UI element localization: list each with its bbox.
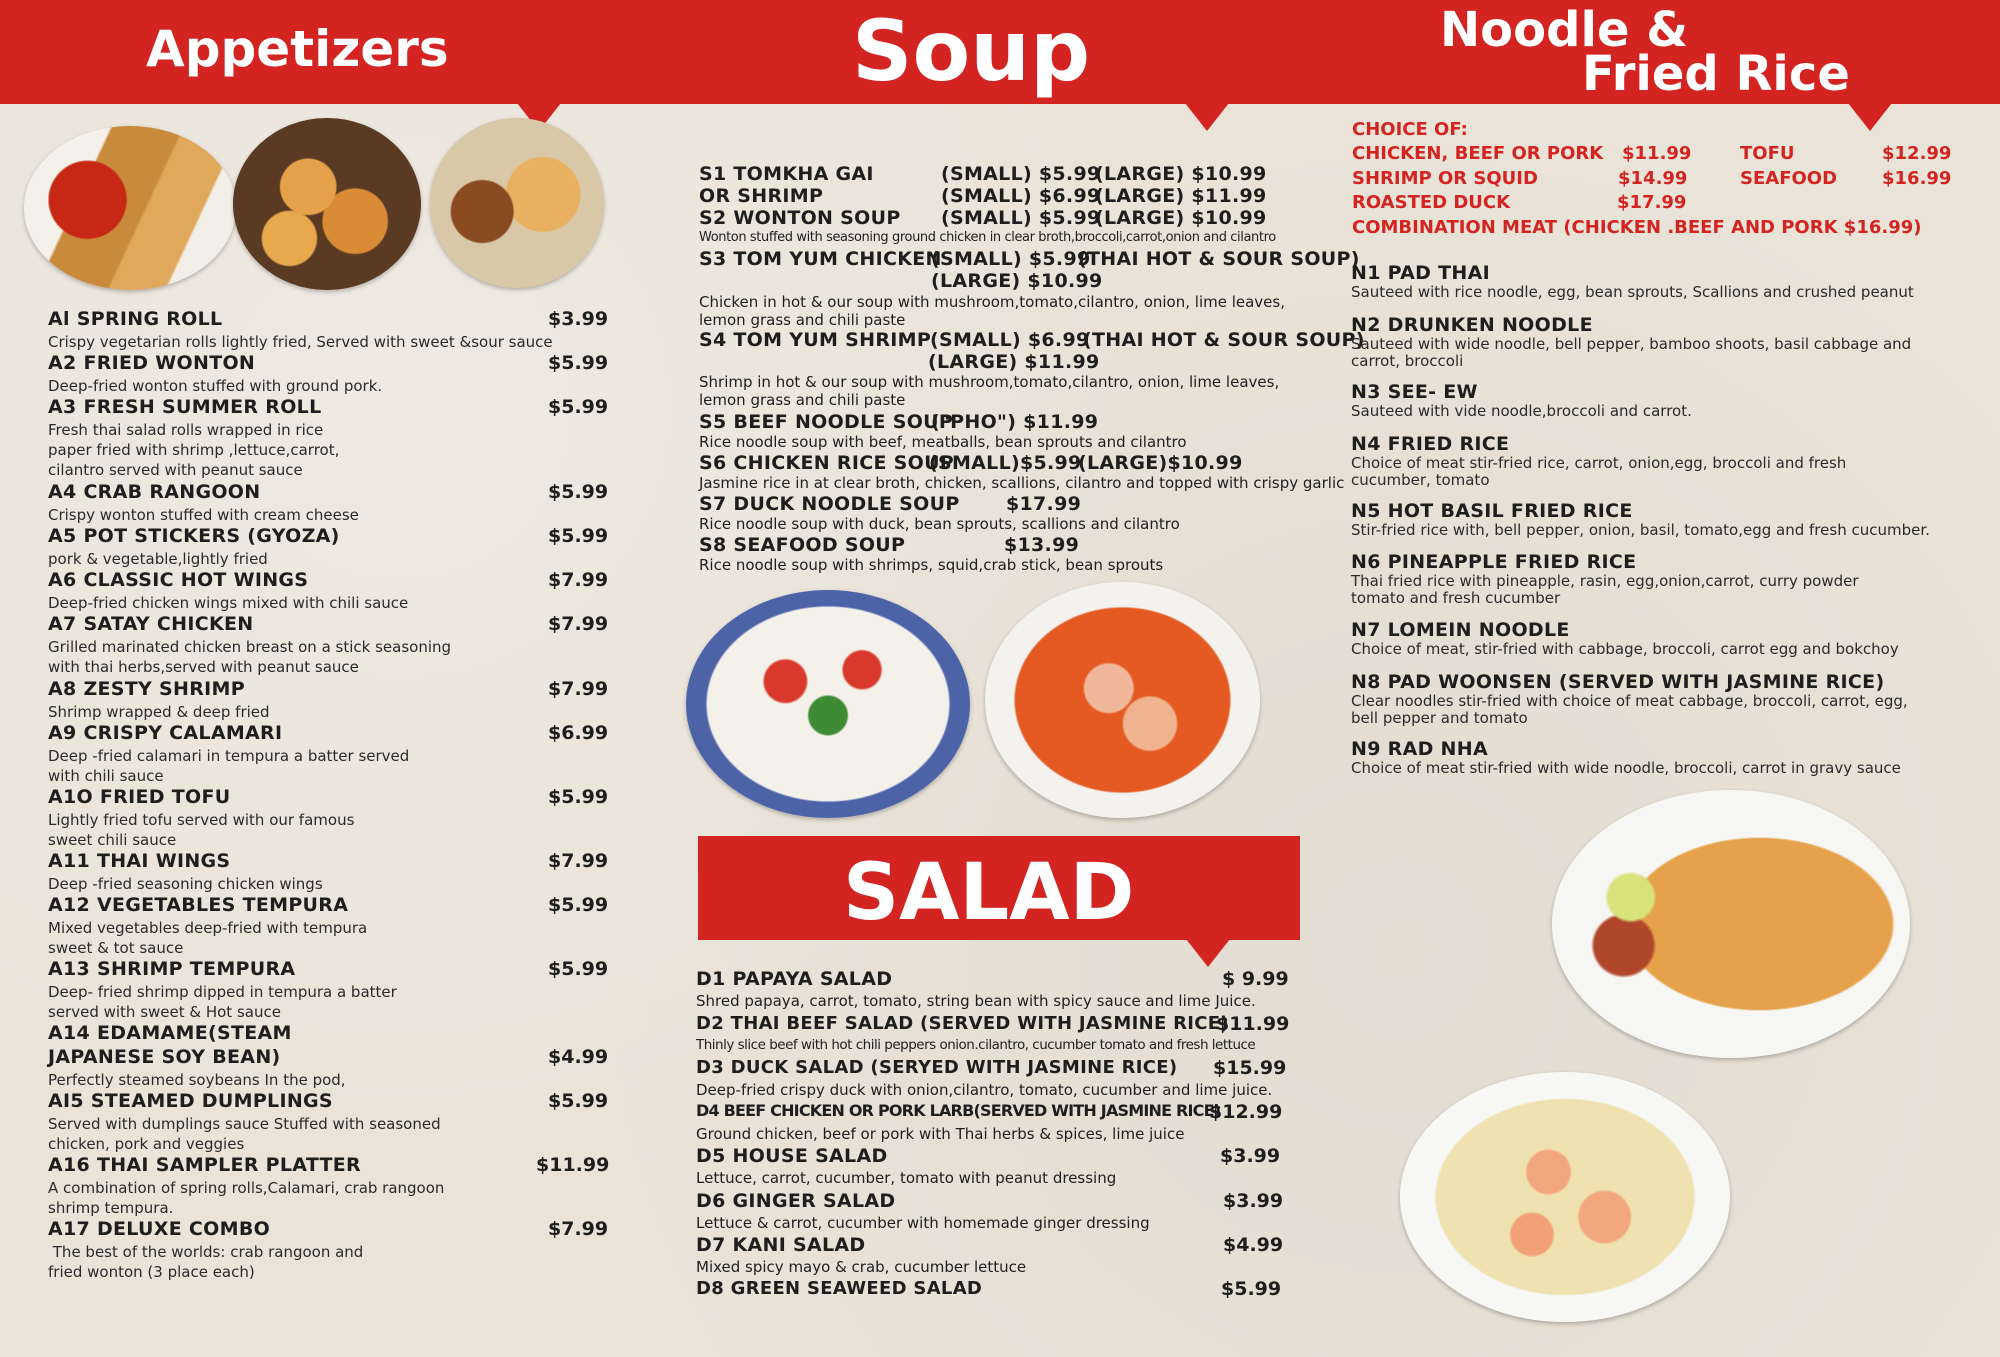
- soup-s1b-small: (SMALL) $6.99: [941, 185, 1101, 207]
- soup-s3-desc1: Chicken in hot & our soup with mushroom,tomato,cilantro, onion, lime leaves,: [699, 293, 1285, 311]
- appetizer-desc: Fresh thai salad rolls wrapped in rice: [48, 421, 324, 439]
- salad-name: D7 KANI SALAD: [696, 1234, 866, 1256]
- soup-s3-name: S3 TOM YUM CHICKEN: [699, 248, 942, 270]
- salad-desc: Lettuce, carrot, cucumber, tomato with peanut dressing: [696, 1169, 1117, 1187]
- appetizer-name: A14 EDAMAME(STEAM: [48, 1022, 292, 1044]
- appetizer-name: A3 FRESH SUMMER ROLL: [48, 396, 322, 418]
- appetizer-desc: chicken, pork and veggies: [48, 1135, 245, 1153]
- appetizer-price: $7.99: [548, 1218, 609, 1240]
- appetizer-desc: cilantro served with peanut sauce: [48, 461, 303, 479]
- appetizer-desc: Crispy vegetarian rolls lightly fried, Served with sweet &sour sauce: [48, 333, 553, 351]
- noodle-heading-line1: Noodle &: [1440, 2, 1689, 58]
- soup-s5-desc: Rice noodle soup with beef, meatballs, bean sprouts and cilantro: [699, 433, 1187, 451]
- choice-shrimp-squid: SHRIMP OR SQUID: [1352, 168, 1538, 189]
- soup-s8-name: S8 SEAFOOD SOUP: [699, 534, 906, 556]
- appetizer-desc: A combination of spring rolls,Calamari, crab rangoon: [48, 1179, 445, 1197]
- noodle-name: N5 HOT BASIL FRIED RICE: [1351, 500, 1633, 522]
- appetizer-desc: Deep-fried chicken wings mixed with chili sauce: [48, 594, 409, 612]
- appetizer-price: $5.99: [548, 481, 609, 503]
- salad-desc: Shred papaya, carrot, tomato, string bean with spicy sauce and lime Juice.: [696, 992, 1256, 1010]
- soup-s5-name: S5 BEEF NOODLE SOUP: [699, 411, 954, 433]
- noodle-name: N1 PAD THAI: [1351, 262, 1490, 284]
- appetizer-desc: with thai herbs,served with peanut sauce: [48, 658, 359, 676]
- banner-notch: [1848, 103, 1892, 131]
- appetizer-desc: Perfectly steamed soybeans In the pod,: [48, 1071, 346, 1089]
- soup-s8-desc: Rice noodle soup with shrimps, squid,crab stick, bean sprouts: [699, 556, 1164, 574]
- soup-s7-desc: Rice noodle soup with duck, bean sprouts, scallions and cilantro: [699, 515, 1180, 533]
- appetizer-price: $6.99: [548, 722, 609, 744]
- appetizer-price: $5.99: [548, 396, 609, 418]
- salad-price: $5.99: [1221, 1278, 1282, 1300]
- appetizer-price: $7.99: [548, 569, 609, 591]
- appetizer-price: $5.99: [548, 786, 609, 808]
- soup-s3-large: (LARGE) $10.99: [931, 270, 1103, 292]
- salad-heading: SALAD: [843, 848, 1135, 938]
- soup-s7-name: S7 DUCK NOODLE SOUP: [699, 493, 960, 515]
- salad-price: $3.99: [1220, 1145, 1281, 1167]
- soup-s6-desc: Jasmine rice in at clear broth, chicken, scallions, cilantro and topped with crispy garlic: [699, 474, 1345, 492]
- soup-s5-price: ("PHO") $11.99: [931, 411, 1099, 433]
- appetizer-price: $7.99: [548, 678, 609, 700]
- appetizer-price: $5.99: [548, 958, 609, 980]
- appetizer-price: $5.99: [548, 894, 609, 916]
- salad-name: D1 PAPAYA SALAD: [696, 968, 893, 990]
- appetizer-desc: fried wonton (3 place each): [48, 1263, 255, 1281]
- appetizer-desc: The best of the worlds: crab rangoon and: [48, 1243, 364, 1261]
- appetizer-desc: Lightly fried tofu served with our famous: [48, 811, 355, 829]
- appetizer-desc: Shrimp wrapped & deep fried: [48, 703, 270, 721]
- salad-desc: Lettuce & carrot, cucumber with homemade ginger dressing: [696, 1214, 1150, 1232]
- choice-shrimp-price: $14.99: [1618, 168, 1688, 189]
- choice-tofu: TOFU: [1740, 143, 1795, 164]
- appetizer-name: A16 THAI SAMPLER PLATTER: [48, 1154, 361, 1176]
- appetizer-name: A7 SATAY CHICKEN: [48, 613, 254, 635]
- appetizer-name: A2 FRIED WONTON: [48, 352, 256, 374]
- salad-desc: Ground chicken, beef or pork with Thai herbs & spices, lime juice: [696, 1125, 1185, 1143]
- crab-rangoon-photo: [430, 118, 604, 288]
- appetizer-name: A1O FRIED TOFU: [48, 786, 231, 808]
- soup-s7-price: $17.99: [1006, 493, 1082, 515]
- salad-price: $ 9.99: [1222, 968, 1289, 990]
- salad-price: $15.99: [1213, 1057, 1287, 1079]
- appetizer-desc: Deep- fried shrimp dipped in tempura a batter: [48, 983, 397, 1001]
- choice-chicken-price: $11.99: [1622, 143, 1692, 164]
- soup-s4-note: (THAI HOT & SOUR SOUP): [1083, 329, 1365, 351]
- appetizer-desc: shrimp tempura.: [48, 1199, 174, 1217]
- soup-s4-desc2: lemon grass and chili paste: [699, 391, 906, 409]
- choice-title: CHOICE OF:: [1352, 119, 1468, 140]
- salad-desc: Deep-fried crispy duck with onion,cilantro, tomato, cucumber and lime juice.: [696, 1081, 1273, 1099]
- appetizer-price: $7.99: [548, 850, 609, 872]
- noodle-name: N6 PINEAPPLE FRIED RICE: [1351, 551, 1637, 573]
- noodle-desc: cucumber, tomato: [1351, 471, 1490, 489]
- appetizer-name: A17 DELUXE COMBO: [48, 1218, 271, 1240]
- appetizer-price: $11.99: [536, 1154, 610, 1176]
- choice-combination: COMBINATION MEAT (CHICKEN .BEEF AND PORK $16.99): [1352, 217, 1922, 238]
- noodle-desc: carrot, broccoli: [1351, 352, 1464, 370]
- noodle-desc: Choice of meat, stir-fried with cabbage, broccoli, carrot egg and bokchoy: [1351, 640, 1899, 658]
- noodle-desc: Sauteed with wide noodle, bell pepper, bamboo shoots, basil cabbage and: [1351, 335, 1912, 353]
- noodle-name: N4 FRIED RICE: [1351, 433, 1510, 455]
- appetizer-name: A11 THAI WINGS: [48, 850, 231, 872]
- appetizer-desc: sweet chili sauce: [48, 831, 177, 849]
- soup-s4-desc1: Shrimp in hot & our soup with mushroom,tomato,cilantro, onion, lime leaves,: [699, 373, 1280, 391]
- noodle-desc: Stir-fried rice with, bell pepper, onion, basil, tomato,egg and fresh cucumber.: [1351, 521, 1930, 539]
- salad-name: D8 GREEN SEAWEED SALAD: [696, 1278, 983, 1299]
- salad-price: $4.99: [1223, 1234, 1284, 1256]
- soup-s3-note: (THAI HOT & SOUR SOUP): [1078, 248, 1360, 270]
- soup-s1-name: S1 TOMKHA GAI: [699, 163, 874, 185]
- appetizer-price: $5.99: [548, 352, 609, 374]
- appetizer-name: A13 SHRIMP TEMPURA: [48, 958, 296, 980]
- soup-s6-name: S6 CHICKEN RICE SOUP: [699, 452, 955, 474]
- appetizer-name: A8 ZESTY SHRIMP: [48, 678, 245, 700]
- spring-roll-photo: [24, 126, 236, 290]
- salad-name: D5 HOUSE SALAD: [696, 1145, 888, 1167]
- noodle-desc: Clear noodles stir-fried with choice of meat cabbage, broccoli, carrot, egg,: [1351, 692, 1908, 710]
- salad-price: $12.99: [1209, 1101, 1283, 1123]
- noodle-desc: Sauteed with vide noodle,broccoli and carrot.: [1351, 402, 1692, 420]
- tom-yum-soup-photo: [985, 582, 1260, 818]
- appetizer-name: A12 VEGETABLES TEMPURA: [48, 894, 349, 916]
- appetizer-desc: Served with dumplings sauce Stuffed with seasoned: [48, 1115, 441, 1133]
- appetizer-desc: Crispy wonton stuffed with cream cheese: [48, 506, 359, 524]
- noodle-name: N8 PAD WOONSEN (SERVED WITH JASMINE RICE): [1351, 671, 1885, 693]
- soup-s4-large: (LARGE) $11.99: [928, 351, 1100, 373]
- appetizer-name: AI5 STEAMED DUMPLINGS: [48, 1090, 333, 1112]
- noodle-desc: Thai fried rice with pineapple, rasin, egg,onion,carrot, curry powder: [1351, 572, 1859, 590]
- appetizer-desc: Grilled marinated chicken breast on a stick seasoning: [48, 638, 452, 656]
- tom-kha-soup-photo: [686, 590, 970, 818]
- appetizer-name: A5 POT STICKERS (GYOZA): [48, 525, 340, 547]
- salad-banner-notch: [1186, 939, 1230, 967]
- appetizer-name: JAPANESE SOY BEAN): [48, 1046, 281, 1068]
- appetizer-desc: served with sweet & Hot sauce: [48, 1003, 281, 1021]
- soup-s1b-large: (LARGE) $11.99: [1095, 185, 1267, 207]
- fried-wonton-photo: [233, 118, 421, 290]
- noodle-name: N7 LOMEIN NOODLE: [1351, 619, 1570, 641]
- appetizer-desc: Mixed vegetables deep-fried with tempura: [48, 919, 368, 937]
- appetizer-price: $3.99: [548, 308, 609, 330]
- choice-roasted-duck: ROASTED DUCK: [1352, 192, 1511, 213]
- choice-seafood: SEAFOOD: [1740, 168, 1838, 189]
- appetizer-desc: with chili sauce: [48, 767, 164, 785]
- soup-s2-large: (LARGE) $10.99: [1095, 207, 1267, 229]
- soup-s8-price: $13.99: [1004, 534, 1080, 556]
- choice-seafood-price: $16.99: [1882, 168, 1952, 189]
- soup-s6-small: (SMALL)$5.99: [929, 452, 1082, 474]
- choice-chicken-beef-pork: CHICKEN, BEEF OR PORK: [1352, 143, 1604, 164]
- salad-desc: Mixed spicy mayo & crab, cucumber lettuce: [696, 1258, 1027, 1276]
- soup-s6-large: (LARGE)$10.99: [1078, 452, 1243, 474]
- soup-s1-large: (LARGE) $10.99: [1095, 163, 1267, 185]
- noodle-desc: Choice of meat stir-fried rice, carrot, onion,egg, broccoli and fresh: [1351, 454, 1847, 472]
- appetizer-desc: paper fried with shrimp ,lettuce,carrot,: [48, 441, 340, 459]
- salad-name: D3 DUCK SALAD (SERYED WITH JASMINE RICE): [696, 1057, 1178, 1078]
- appetizer-price: $7.99: [548, 613, 609, 635]
- salad-price: $11.99: [1216, 1013, 1290, 1035]
- soup-s1b-name: OR SHRIMP: [699, 185, 824, 207]
- soup-s2-name: S2 WONTON SOUP: [699, 207, 901, 229]
- noodle-name: N9 RAD NHA: [1351, 738, 1488, 760]
- noodle-desc: bell pepper and tomato: [1351, 709, 1528, 727]
- choice-duck-price: $17.99: [1617, 192, 1687, 213]
- noodle-desc: tomato and fresh cucumber: [1351, 589, 1561, 607]
- appetizer-desc: Deep-fried wonton stuffed with ground pork.: [48, 377, 383, 395]
- soup-s4-name: S4 TOM YUM SHRIMP: [699, 329, 932, 351]
- noodle-desc: Choice of meat stir-fried with wide noodle, broccoli, carrot in gravy sauce: [1351, 759, 1901, 777]
- salad-name: D4 BEEF CHICKEN OR PORK LARB(SERVED WITH JASMINE RICE): [696, 1101, 1221, 1120]
- appetizer-name: Al SPRING ROLL: [48, 308, 223, 330]
- noodle-heading-line2: Fried Rice: [1582, 46, 1850, 102]
- appetizer-name: A9 CRISPY CALAMARI: [48, 722, 283, 744]
- fried-rice-photo: [1400, 1072, 1730, 1322]
- appetizer-desc: sweet & tot sauce: [48, 939, 184, 957]
- salad-price: $3.99: [1223, 1190, 1284, 1212]
- appetizers-heading: Appetizers: [146, 20, 449, 78]
- appetizer-desc: Deep -fried calamari in tempura a batter served: [48, 747, 410, 765]
- soup-s2-small: (SMALL) $5.99: [941, 207, 1101, 229]
- salad-desc: Thinly slice beef with hot chili peppers onion.cilantro, cucumber tomato and fresh lettuce: [696, 1037, 1256, 1053]
- soup-s1-small: (SMALL) $5.99: [941, 163, 1101, 185]
- appetizer-price: $5.99: [548, 525, 609, 547]
- salad-name: D2 THAI BEEF SALAD (SERVED WITH JASMINE RICE): [696, 1013, 1229, 1034]
- appetizer-price: $4.99: [548, 1046, 609, 1068]
- noodle-desc: Sauteed with rice noodle, egg, bean sprouts, Scallions and crushed peanut: [1351, 283, 1914, 301]
- appetizer-desc: pork & vegetable,lightly fried: [48, 550, 268, 568]
- pad-thai-photo: [1552, 790, 1910, 1058]
- appetizer-name: A4 CRAB RANGOON: [48, 481, 261, 503]
- soup-s3-small: (SMALL) $5.99: [931, 248, 1091, 270]
- soup-s3-desc2: lemon grass and chili paste: [699, 311, 906, 329]
- soup-heading: Soup: [852, 2, 1091, 100]
- appetizer-desc: Deep -fried seasoning chicken wings: [48, 875, 323, 893]
- noodle-name: N3 SEE- EW: [1351, 381, 1478, 403]
- soup-s4-small: (SMALL) $6.99: [930, 329, 1090, 351]
- noodle-name: N2 DRUNKEN NOODLE: [1351, 314, 1593, 336]
- choice-tofu-price: $12.99: [1882, 143, 1952, 164]
- appetizer-name: A6 CLASSIC HOT WINGS: [48, 569, 309, 591]
- appetizer-price: $5.99: [548, 1090, 609, 1112]
- soup-s2-desc: Wonton stuffed with seasoning ground chicken in clear broth,broccoli,carrot,onion and cilantro: [699, 230, 1276, 245]
- banner-notch: [1185, 103, 1229, 131]
- salad-name: D6 GINGER SALAD: [696, 1190, 896, 1212]
